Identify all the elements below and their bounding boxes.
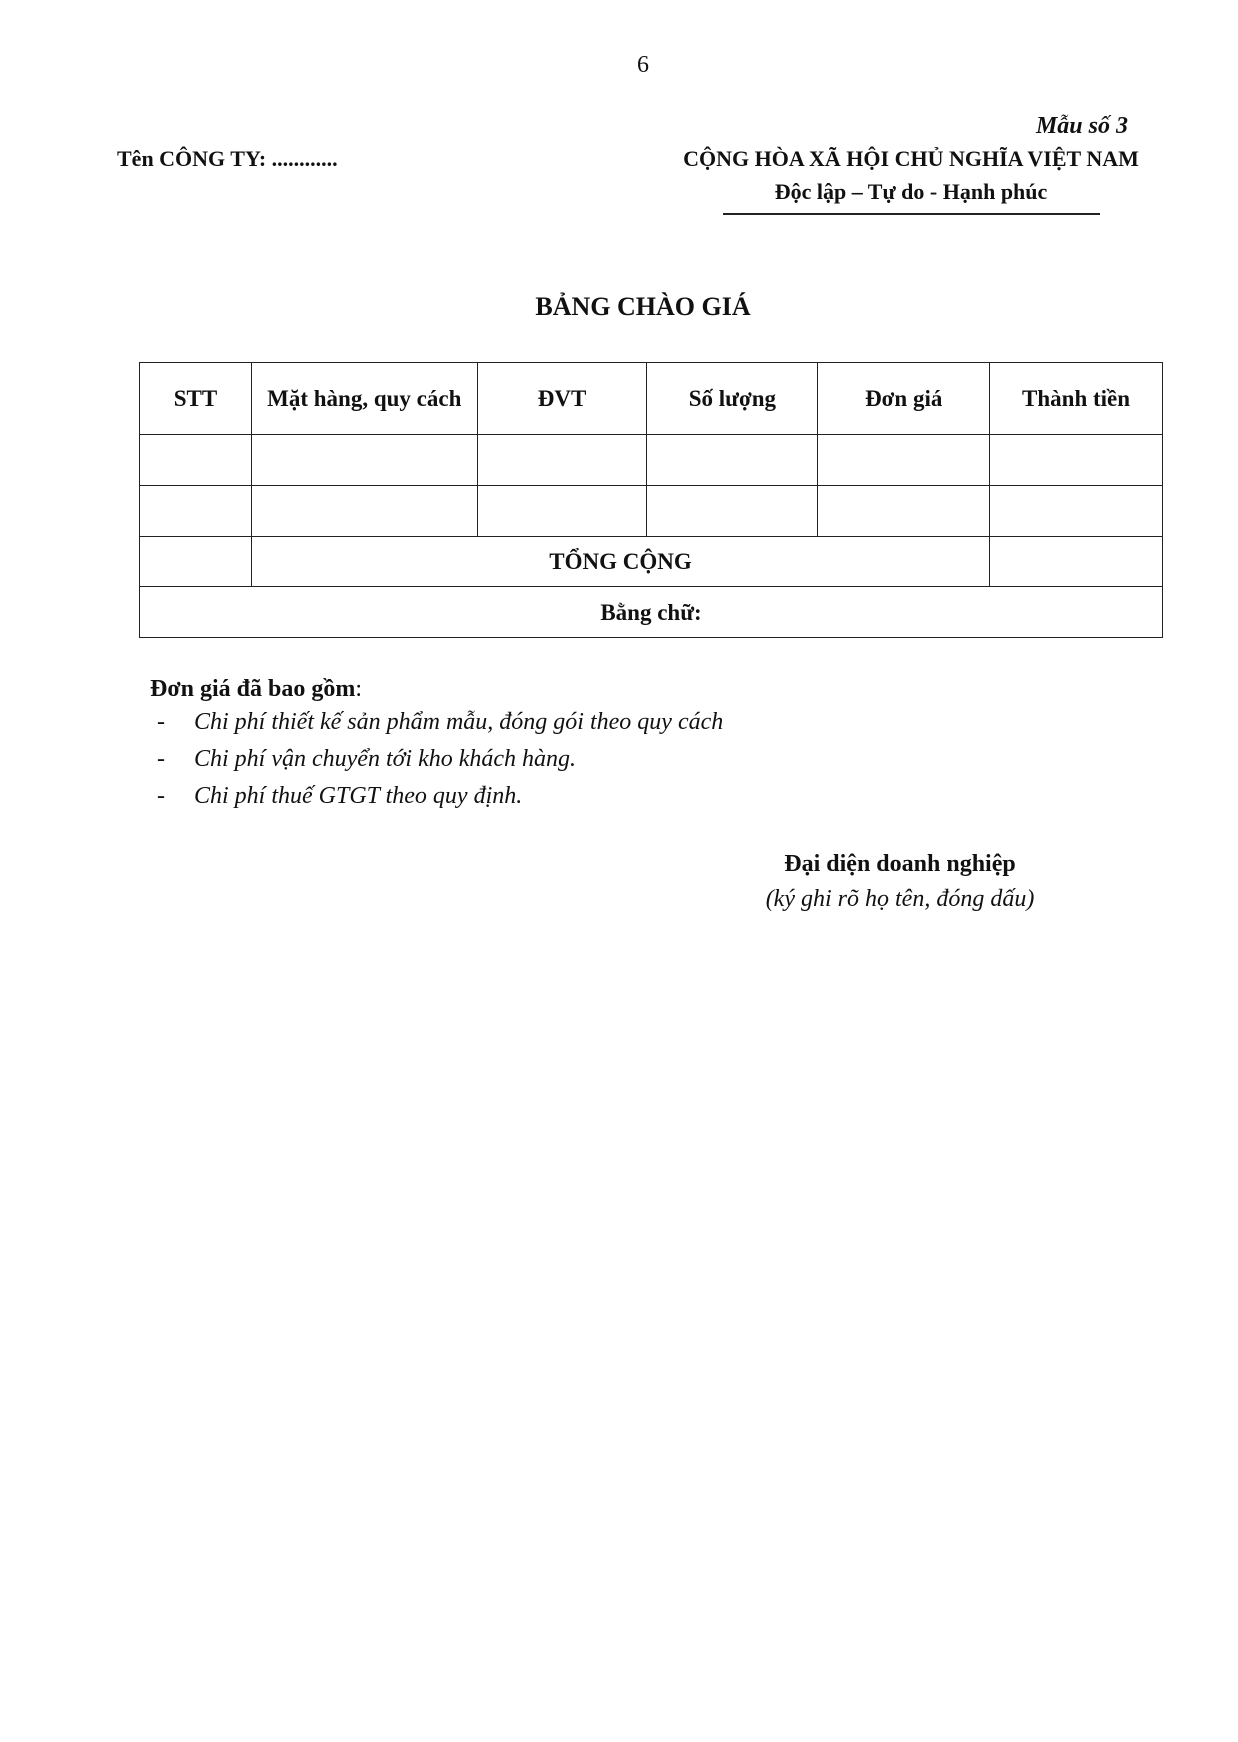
- bullet-dash: -: [157, 709, 165, 735]
- price-includes-list: [157, 709, 723, 820]
- column-header-amount: Thành tiền: [990, 363, 1163, 435]
- cell-amount[interactable]: [990, 486, 1163, 537]
- list-item: [157, 783, 723, 820]
- cell-amount[interactable]: [990, 435, 1163, 486]
- list-item-text: Chi phí vận chuyển tới kho khách hàng.: [194, 746, 577, 772]
- cell-quantity[interactable]: [647, 435, 818, 486]
- price-includes-heading: [150, 676, 362, 703]
- amount-in-words-row: [140, 587, 1163, 638]
- bullet-dash: -: [157, 783, 165, 809]
- signature-note: (ký ghi rõ họ tên, đóng dấu): [765, 886, 1035, 912]
- list-item-text: Chi phí thiết kế sản phẩm mẫu, đóng gói theo quy cách: [194, 709, 724, 735]
- form-number: Mẫu số 3: [1035, 113, 1128, 139]
- cell-unit[interactable]: [477, 435, 647, 486]
- document-title: BẢNG CHÀO GIÁ: [535, 292, 751, 321]
- bullet-dash: -: [157, 746, 165, 772]
- amount-in-words-label[interactable]: Bằng chữ:: [140, 587, 1163, 638]
- total-amount-cell[interactable]: [990, 537, 1163, 587]
- table-row: [140, 435, 1163, 486]
- column-header-unit-price: Đơn giá: [818, 363, 990, 435]
- cell-unit-price[interactable]: [818, 435, 990, 486]
- cell-quantity[interactable]: [647, 486, 818, 537]
- total-row: [140, 537, 1163, 587]
- motto-underline: [723, 213, 1100, 215]
- list-item-text: Chi phí thuế GTGT theo quy định.: [194, 783, 523, 809]
- signature-title: Đại diện doanh nghiệp: [784, 851, 1016, 877]
- list-item: [157, 709, 723, 746]
- page-number: 6: [637, 52, 649, 78]
- cell-item[interactable]: [251, 435, 477, 486]
- heading-colon: :: [355, 676, 362, 702]
- total-stt-cell[interactable]: [140, 537, 252, 587]
- cell-stt[interactable]: [140, 486, 252, 537]
- column-header-stt: STT: [140, 363, 252, 435]
- price-includes-heading-text: Đơn giá đã bao gồm: [150, 676, 356, 702]
- list-item: [157, 746, 723, 783]
- column-header-item: Mặt hàng, quy cách: [251, 363, 477, 435]
- table-header-row: [140, 363, 1163, 435]
- column-header-unit: ĐVT: [477, 363, 647, 435]
- national-header: CỘNG HÒA XÃ HỘI CHỦ NGHĨA VIỆT NAM: [683, 146, 1139, 171]
- cell-unit[interactable]: [477, 486, 647, 537]
- cell-unit-price[interactable]: [818, 486, 990, 537]
- cell-item[interactable]: [251, 486, 477, 537]
- table-row: [140, 486, 1163, 537]
- company-name-label: Tên CÔNG TY: ............: [117, 146, 338, 171]
- national-motto: Độc lập – Tự do - Hạnh phúc: [774, 179, 1048, 204]
- cell-stt[interactable]: [140, 435, 252, 486]
- price-quote-table: [139, 362, 1163, 638]
- column-header-quantity: Số lượng: [647, 363, 818, 435]
- total-label: TỔNG CỘNG: [251, 537, 989, 587]
